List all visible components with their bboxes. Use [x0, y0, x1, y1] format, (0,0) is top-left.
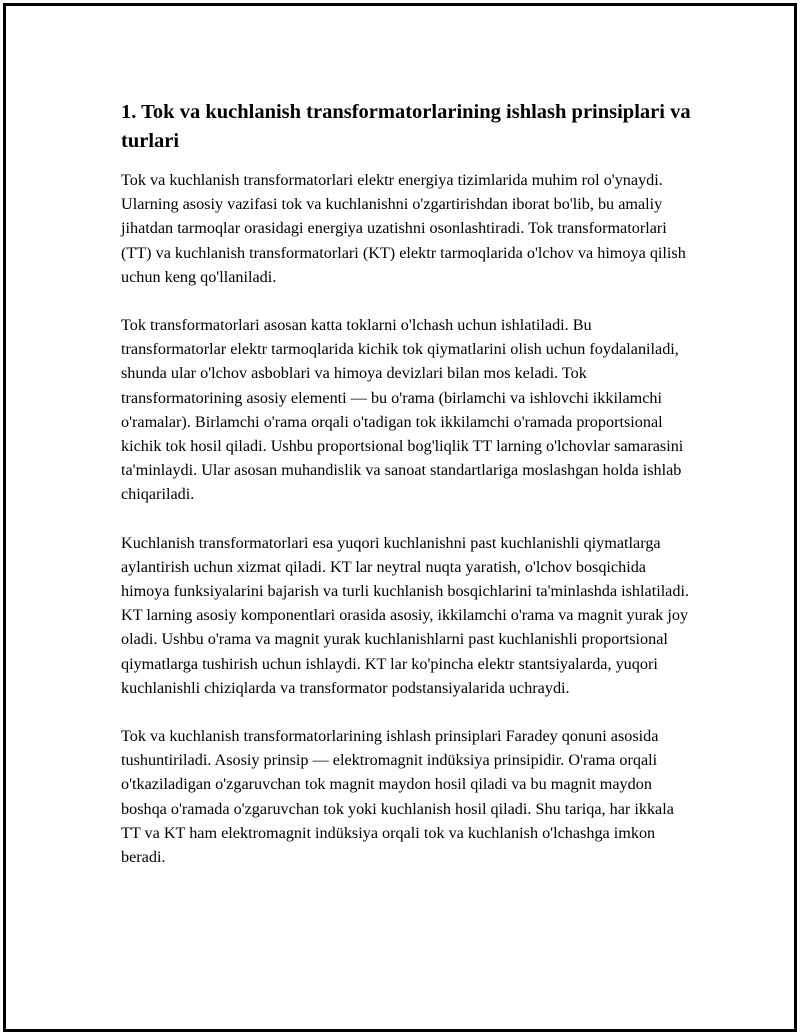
page-frame [3, 3, 797, 1032]
paragraph-current-transformers: Tok transformatorlari asosan katta toklarni o'lchash uchun ishlatiladi. Bu transformatorlar elektr tarmoqlarida kichik tok qiymatlarini olish uchun foydalaniladi, shunda ular o'lchov asboblari va himoya devizlari bilan mos keladi. Tok transformatorining asosiy elementi — bu o'rama (birlamchi va ishlovchi ikkilamchi o'ramalar). Birlamchi o'rama orqali o'tadigan tok ikkilamchi o'ramada proportsional kichik tok hosil qiladi. Ushbu proportsional bog'liqlik TT larning o'lchovlar samarasini ta'minlaydi. Ular asosan muhandislik va sanoat standartlariga moslashgan holda ishlab chiqariladi. [121, 316, 684, 504]
paragraph-voltage-transformers: Kuchlanish transformatorlari esa yuqori kuchlanishni past kuchlanishli qiymatlarga aylantirish uchun xizmat qiladi. KT lar neytral nuqta yaratish, o'lchov bosqichida himoya funksiyalarini bajarish va turli kuchlanish bosqichlarini ta'minlashda ishlatiladi. KT larning asosiy komponentlari orasida asosiy, ikkilamchi o'rama va magnit yurak joy oladi. Ushbu o'rama va magnit yurak kuchlanishlarni past kuchlanishli proportsional qiymatlarga tushirish uchun ishlaydi. KT lar ko'pincha elektr stantsiyalarda, yuqori kuchlanishli chiziqlarda va transformator podstansiyalarida uchraydi. [121, 533, 690, 697]
paragraph-intro: Tok va kuchlanish transformatorlari elektr energiya tizimlarida muhim rol o'ynaydi. Ularning asosiy vazifasi tok va kuchlanishni o'zgartirishdan iborat bo'lib, bu amaliy jihatdan tarmoqlar orasidagi energiya uzatishni osonlashtiradi. Tok transformatorlari (TT) va kuchlanish transformatorlari (KT) elektr tarmoqlarida o'lchov va himoya qilish uchun keng qo'llaniladi. [121, 171, 686, 286]
paragraph-operating-principle: Tok va kuchlanish transformatorlarining ishlash prinsiplari Faradey qonuni asosida tushuntiriladi. Asosiy prinsip — elektromagnit indüksiya prinsipidir. O'rama orqali o'tkaziladigan o'zgaruvchan tok magnit maydon hosil qiladi va bu magnit maydon boshqa o'ramada o'zgaruvchan tok yoki kuchlanish hosil qiladi. Shu tariqa, har ikkala TT va KT ham elektromagnit indüksiya orqali tok va kuchlanish o'lchashga imkon beradi. [121, 727, 674, 867]
section-heading: 1. Tok va kuchlanish transformatorlarining ishlash prinsiplari va turlari [121, 101, 691, 152]
document-body [121, 98, 696, 893]
